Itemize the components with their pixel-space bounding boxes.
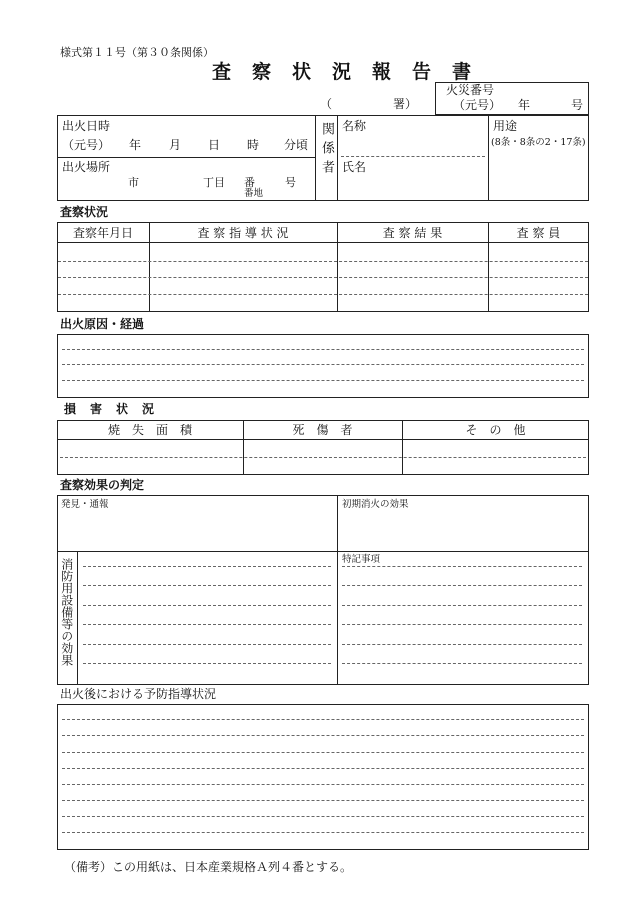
form-number: 様式第１１号（第３０条関係） [60, 46, 214, 59]
initial-extinguish-label: 初期消火の効果 [342, 499, 409, 510]
fire-number-era: （元号） [453, 98, 502, 112]
fire-date-month: 月 [169, 138, 182, 152]
fire-date-label: 出火日時 [62, 119, 111, 133]
fire-number-year: 年 [518, 98, 531, 112]
party-label: 関係者 [318, 122, 334, 179]
party-name-label: 名称 [342, 119, 367, 133]
remark: （備考）この用紙は、日本産業規格Ａ列４番とする。 [64, 860, 353, 874]
party-person-label: 氏名 [342, 160, 367, 174]
effect-heading: 査察効果の判定 [60, 478, 145, 492]
col-inspection-result: 査 察 結 果 [382, 226, 443, 240]
fire-date-year: 年 [129, 138, 142, 152]
col-burn-area: 焼 失 面 積 [107, 423, 192, 437]
office-suffix: 署） [393, 97, 418, 111]
fire-place-go: 号 [285, 176, 296, 189]
fire-number-go: 号 [571, 98, 584, 112]
col-inspection-date: 査察年月日 [72, 226, 133, 240]
fire-date-day: 日 [208, 138, 221, 152]
office-open: （ [320, 97, 333, 111]
fire-place-banchi: 番地 [244, 188, 264, 199]
discovery-label: 発見・通報 [61, 499, 109, 510]
cause-heading: 出火原因・経過 [60, 317, 145, 331]
col-casualty: 死 傷 者 [292, 423, 353, 437]
col-other: そ の 他 [465, 423, 526, 437]
inspection-heading: 査察状況 [60, 205, 109, 219]
fire-date-minute: 分頃 [284, 138, 309, 152]
fire-place-ban: 番 [244, 176, 255, 189]
fire-place-label: 出火場所 [62, 160, 111, 174]
cause-box [57, 334, 589, 398]
effect-box [57, 495, 589, 685]
damage-heading: 損 害 状 況 [64, 402, 156, 416]
fire-date-era: （元号） [62, 138, 111, 152]
fire-date-hour: 時 [247, 138, 260, 152]
fire-place-city: 市 [128, 176, 139, 189]
col-inspection-guidance: 査 察 指 導 状 況 [197, 226, 289, 240]
usage-note: (8条・8条の2・17条) [491, 137, 586, 148]
col-inspector: 査 察 員 [516, 226, 561, 240]
prevention-box [57, 704, 589, 850]
special-note-label: 特記事項 [342, 554, 381, 565]
usage-label: 用途 [493, 119, 518, 133]
page-title: 査 察 状 況 報 告 書 [212, 61, 473, 83]
prevention-heading: 出火後における予防指導状況 [60, 687, 217, 701]
fire-place-chome: 丁目 [203, 176, 225, 189]
fire-number-label: 火災番号 [446, 83, 495, 97]
equipment-effect-label: 消防用設備等の効果 [59, 558, 74, 666]
